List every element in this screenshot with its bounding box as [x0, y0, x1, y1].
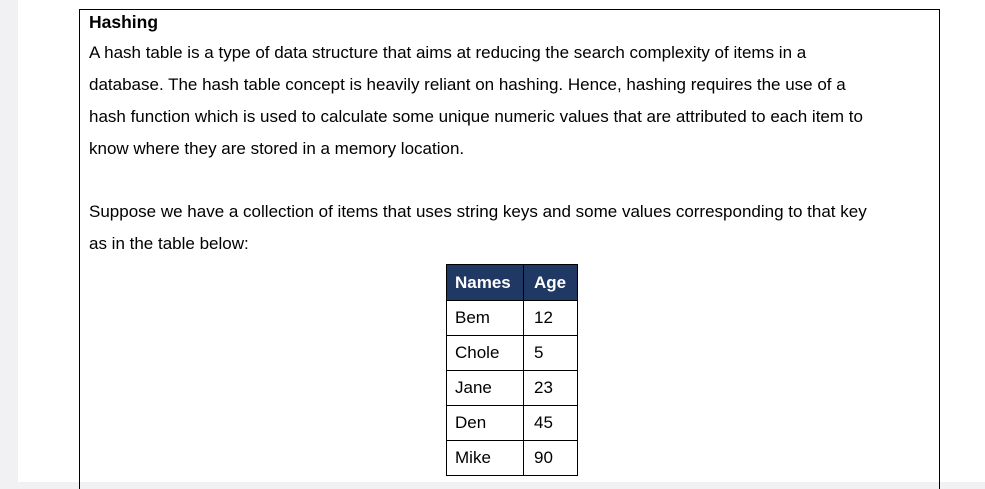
cell-age: 5	[524, 336, 578, 371]
cell-age: 45	[524, 406, 578, 441]
paragraph-line: Suppose we have a collection of items that uses string keys and some values corresponding to that key	[89, 202, 867, 221]
cell-age: 12	[524, 301, 578, 336]
cell-name: Bem	[447, 301, 524, 336]
paragraph-line: know where they are stored in a memory location.	[89, 139, 465, 158]
section-heading: Hashing	[89, 12, 159, 32]
cell-name: Mike	[447, 441, 524, 476]
names-age-table	[446, 264, 578, 476]
table-header-row	[447, 265, 578, 301]
cell-age: 90	[524, 441, 578, 476]
header-age: Age	[524, 265, 578, 301]
header-names: Names	[447, 265, 524, 301]
paragraph-hash-table-intro	[89, 37, 937, 165]
paragraph-line: hash function which is used to calculate some unique numeric values that are attributed to each item to	[89, 107, 863, 126]
cell-age: 23	[524, 371, 578, 406]
paragraph-line: database. The hash table concept is heavily reliant on hashing. Hence, hashing requires the use of a	[89, 75, 846, 94]
paragraph-line: A hash table is a type of data structure that aims at reducing the search complexity of items in a	[89, 43, 807, 62]
paragraph-table-intro	[89, 196, 937, 260]
table-row	[447, 301, 578, 336]
table-row	[447, 336, 578, 371]
cell-name: Chole	[447, 336, 524, 371]
cell-name: Den	[447, 406, 524, 441]
table-row	[447, 441, 578, 476]
table-row	[447, 406, 578, 441]
paragraph-line: as in the table below:	[89, 234, 249, 253]
table-row	[447, 371, 578, 406]
cell-name: Jane	[447, 371, 524, 406]
